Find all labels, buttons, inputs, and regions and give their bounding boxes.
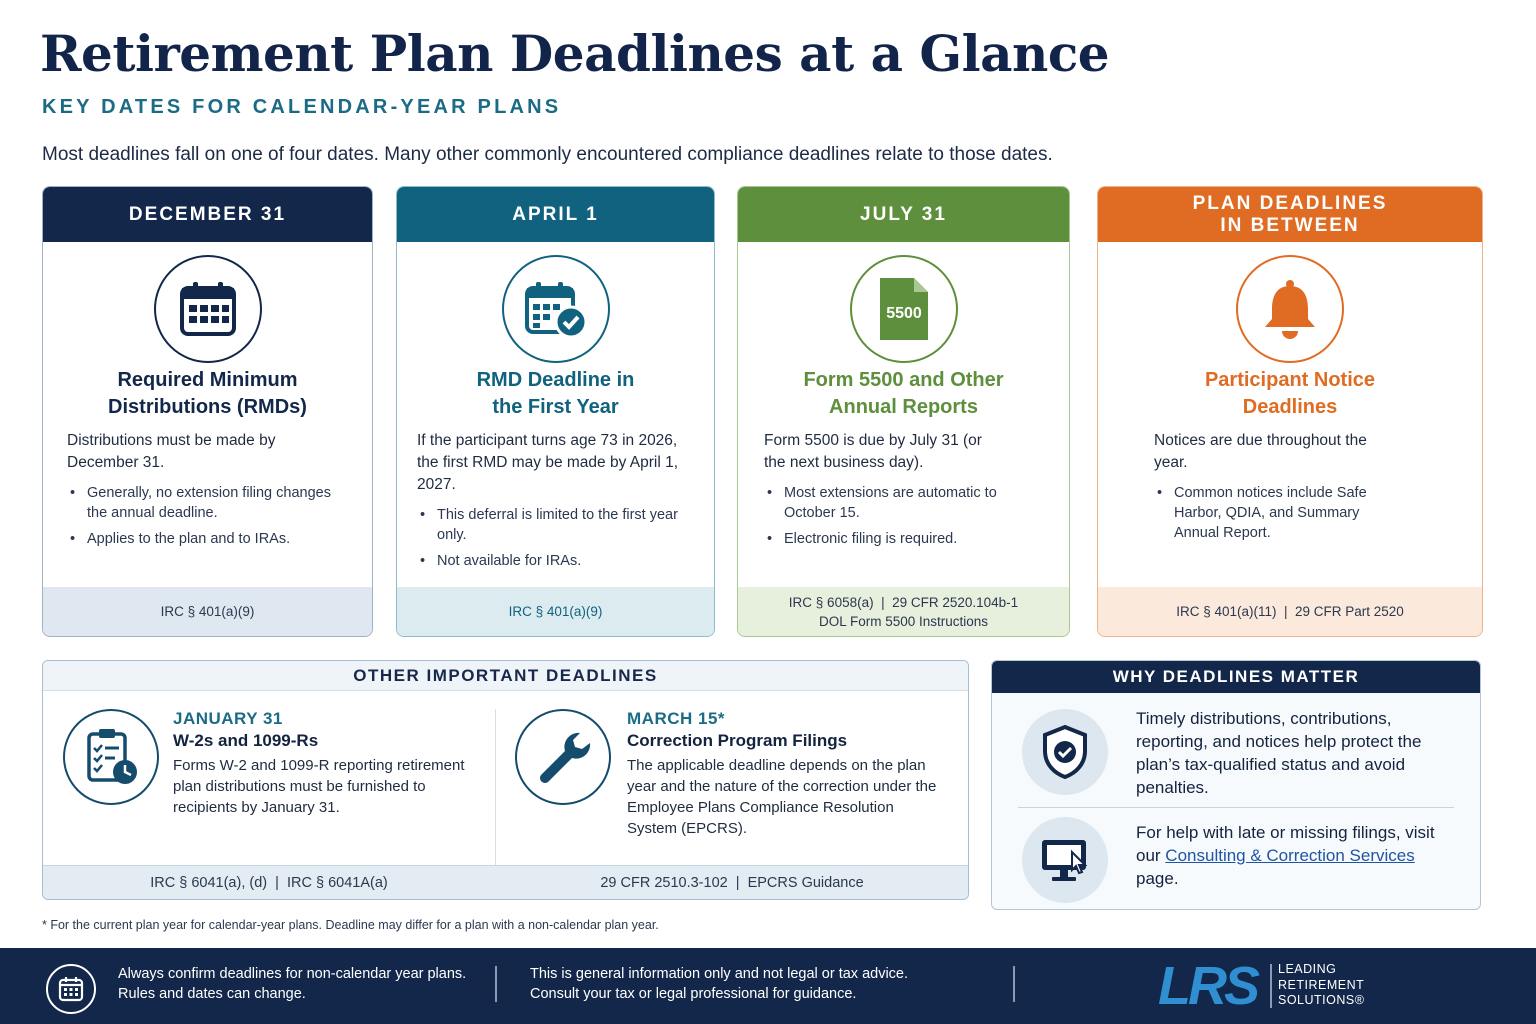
deadline-card-december bbox=[42, 186, 373, 637]
other-deadline-date: JANUARY 31 bbox=[173, 709, 283, 728]
card-header: APRIL 1 bbox=[397, 187, 714, 242]
divider bbox=[1013, 966, 1015, 1002]
why-help-text: For help with late or missing filings, visit our Consulting & Correction Services page. bbox=[1136, 823, 1435, 888]
list-item: • Generally, no extension filing changes the annual deadline. bbox=[87, 483, 354, 523]
list-item: • Applies to the plan and to IRAs. bbox=[87, 529, 354, 549]
footnote: * For the current plan year for calendar-year plans. Deadline may differ for a plan with a non-calendar plan year. bbox=[42, 918, 659, 932]
card-body: Distributions must be made by December 31. • Generally, no extension filing changes the annual deadline. • Applies to the plan and to IRAs. bbox=[67, 430, 354, 555]
other-deadline-desc: The applicable deadline depends on the plan year and the nature of the correction under the Employee Plans Compliance Resolution System (EPCRS). bbox=[627, 757, 937, 837]
card-header: DECEMBER 31 bbox=[43, 187, 372, 242]
other-deadline-title: Correction Program Filings bbox=[627, 731, 848, 750]
card-body: If the participant turns age 73 in 2026, the first RMD may be made by April 1, 2027. • This deferral is limited to the first year only. • Not available for IRAs. bbox=[417, 430, 696, 577]
page-subtitle: KEY DATES FOR CALENDAR-YEAR PLANS bbox=[42, 96, 562, 118]
shield-check-icon bbox=[1022, 709, 1108, 795]
intro-text: Most deadlines fall on one of four dates. Many other commonly encountered compliance deadlines relate to those dates. bbox=[42, 144, 1053, 165]
list-item: • This deferral is limited to the first year only. bbox=[437, 505, 696, 545]
lrs-logo: LRS bbox=[1158, 956, 1257, 1016]
other-deadlines-citations bbox=[43, 865, 968, 899]
other-deadline-date: MARCH 15* bbox=[627, 709, 726, 728]
footer-note: Always confirm deadlines for non-calendar year plans. Rules and dates can change. bbox=[118, 966, 467, 1002]
page-title: Retirement Plan Deadlines at a Glance bbox=[40, 24, 1110, 83]
other-deadline-title: W-2s and 1099-Rs bbox=[173, 731, 319, 750]
deadline-card-april bbox=[396, 186, 715, 637]
card-body: Notices are due throughout the year. • Common notices include Safe Harbor, QDIA, and Summary Annual Report. bbox=[1154, 430, 1464, 549]
why-deadlines-text: Timely distributions, contributions, reporting, and notices help protect the plan’s tax-qualified status and avoid penalties. bbox=[1136, 709, 1422, 797]
card-body: Form 5500 is due by July 31 (or the next business day). • Most extensions are automatic to October 15. • Electronic filing is required. bbox=[764, 430, 1051, 555]
divider bbox=[1270, 964, 1272, 1008]
card-citation: 29 CFR 2510.3-102 | EPCRS Guidance bbox=[600, 875, 864, 891]
consulting-correction-link[interactable]: Consulting & Correction Services bbox=[1165, 846, 1415, 865]
bell-icon bbox=[1236, 255, 1344, 363]
list-item: • Electronic filing is required. bbox=[784, 529, 1051, 549]
form-5500-icon bbox=[850, 255, 958, 363]
card-citation: IRC § 401(a)(11) | 29 CFR Part 2520 bbox=[1098, 587, 1482, 636]
card-title: RMD Deadline in the First Year bbox=[476, 369, 635, 418]
divider bbox=[1018, 807, 1454, 808]
calendar-icon bbox=[46, 964, 96, 1014]
card-citation: IRC § 401(a)(9) bbox=[397, 587, 714, 636]
list-item: • Common notices include Safe Harbor, QDIA, and Summary Annual Report. bbox=[1174, 483, 1399, 543]
logo-wordmark: LEADING RETIREMENT SOLUTIONS® bbox=[1278, 962, 1365, 1007]
other-deadlines-heading: OTHER IMPORTANT DEADLINES bbox=[43, 661, 968, 691]
other-deadlines-panel bbox=[42, 660, 969, 900]
deadline-card-july bbox=[737, 186, 1070, 637]
card-citation: IRC § 401(a)(9) bbox=[43, 587, 372, 636]
card-title: Participant Notice Deadlines bbox=[1204, 369, 1376, 418]
calendar-check-icon bbox=[502, 255, 610, 363]
why-deadlines-heading: WHY DEADLINES MATTER bbox=[992, 661, 1480, 693]
card-citation: IRC § 6058(a) | 29 CFR 2520.104b-1 DOL Form 5500 Instructions bbox=[738, 587, 1069, 636]
card-title: Form 5500 and Other Annual Reports bbox=[803, 369, 1004, 418]
divider bbox=[495, 709, 496, 869]
calendar-icon bbox=[154, 255, 262, 363]
checklist-clock-icon bbox=[63, 709, 159, 805]
card-citation: IRC § 6041(a), (d) | IRC § 6041A(a) bbox=[150, 875, 388, 891]
why-deadlines-panel bbox=[991, 660, 1481, 910]
other-deadline-desc: Forms W-2 and 1099-R reporting retirement plan distributions must be furnished to recipients by January 31. bbox=[173, 757, 465, 816]
svg-text:5500: 5500 bbox=[885, 305, 922, 322]
list-item: • Not available for IRAs. bbox=[437, 551, 696, 571]
card-header: JULY 31 bbox=[738, 187, 1069, 242]
card-header: PLAN DEADLINES IN BETWEEN bbox=[1098, 187, 1482, 242]
computer-cursor-icon bbox=[1022, 817, 1108, 903]
wrench-icon bbox=[515, 709, 611, 805]
card-title: Required Minimum Distributions (RMDs) bbox=[108, 369, 307, 418]
divider bbox=[495, 966, 497, 1002]
footer-bar bbox=[0, 948, 1536, 1024]
deadline-card-in-between bbox=[1097, 186, 1483, 637]
footer-disclaimer: This is general information only and not legal or tax advice. Consult your tax or legal professional for guidance. bbox=[530, 966, 909, 1002]
list-item: • Most extensions are automatic to October 15. bbox=[784, 483, 1024, 523]
